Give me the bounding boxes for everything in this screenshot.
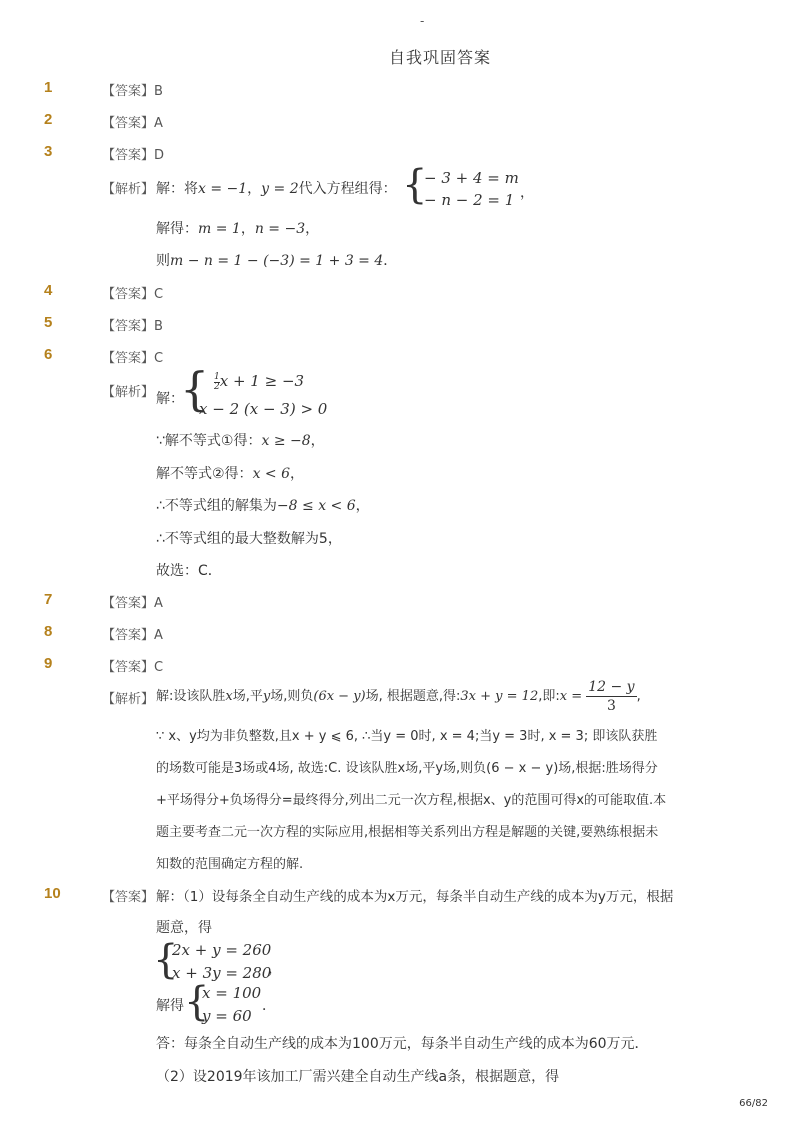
answer-value: A (154, 116, 163, 131)
answer-value: A (154, 628, 163, 643)
answer-tag: 【答案】 (102, 116, 155, 131)
question-number: 1 (44, 79, 53, 96)
analysis-line: ∵ x、y均为非负整数,且x + y ⩽ 6, ∴当y = 0时, x = 4;当y = 3时, x = 3; 即该队获胜 (156, 729, 658, 744)
analysis-line: 的场数可能是3场或4场, 故选:C. 设该队胜x场,平y场,则负(6 − x − y)场,根据:胜场得分 (156, 761, 658, 776)
equation: 2x + y = 260 (172, 941, 272, 959)
answer-value: B (154, 84, 163, 99)
equation: y = 60 (202, 1007, 252, 1025)
question-number: 9 (44, 655, 53, 672)
equation: $\frac{1}{2}x + 1 \ge -3$ (214, 371, 305, 392)
analysis-line: 解:设该队胜x场,平y场,则负(6x − y)场, 根据题意,得:3x + y = 12,即:x = $\frac{12 - y}{3}$ , (156, 679, 641, 714)
system-brace: { (184, 979, 210, 1025)
analysis-line: 解：（1）设每条全自动生产线的成本为x万元，每条半自动生产线的成本为y万元，根据 (156, 889, 674, 905)
system-brace: { (153, 937, 179, 983)
analysis-line: 知数的范围确定方程的解. (156, 857, 304, 872)
answer-tag: 【答案】 (102, 84, 155, 99)
analysis-line: 解：将x = −1，y = 2代入方程组得： (156, 181, 397, 197)
answer-tag: 【答案】 (102, 148, 155, 163)
question-number: 6 (44, 346, 53, 363)
equation: x − 2 (x − 3) > 0 (199, 400, 328, 418)
analysis-line: ∴不等式组的最大整数解为5， (156, 531, 342, 547)
analysis-line: （2）设2019年该加工厂需兴建全自动生产线a条，根据题意，得 (156, 1069, 560, 1085)
question-number: 3 (44, 143, 53, 160)
answer-row (102, 624, 163, 643)
analysis-tag: 【解析】 (102, 182, 155, 197)
punctuation: ． (262, 998, 276, 1014)
answer-value: B (154, 319, 163, 334)
answer-row (102, 656, 163, 675)
answer-row (102, 592, 163, 611)
fraction: $\frac{1}{2}$ (214, 371, 220, 392)
answer-tag: 【答案】 (102, 596, 155, 611)
answer-tag: 【答案】 (102, 628, 155, 643)
analysis-line: 题主要考查二元一次方程的实际应用,根据相等关系列出方程是解题的关键,要熟练根据未 (156, 825, 659, 840)
header-mark: - (420, 14, 425, 28)
analysis-line: ∴不等式组的解集为−8 ≤ x < 6， (156, 498, 370, 514)
answer-tag: 【答案】 (102, 319, 155, 334)
answer-row (102, 283, 163, 302)
equation: − 3 + 4 = m (424, 169, 519, 187)
punctuation: ， (268, 961, 282, 977)
analysis-line: 则m − n = 1 − (−3) = 1 + 3 = 4． (156, 253, 398, 269)
answer-row (102, 315, 163, 334)
analysis-line: 解： (156, 391, 184, 407)
page-title: 自我巩固答案 (388, 48, 491, 67)
equation: x = 100 (202, 984, 262, 1002)
fraction: $\frac{12 - y}{3}$ (588, 679, 635, 714)
question-number: 8 (44, 623, 53, 640)
answer-value: C (154, 287, 164, 302)
analysis-line: 题意，得 (156, 920, 212, 936)
answer-row (102, 347, 163, 366)
answer-value: C (154, 351, 164, 366)
analysis-line: +平场得分+负场得分=最终得分,列出二元一次方程,根据x、y的范围可得x的可能取值.本 (156, 793, 667, 808)
analysis-tag: 【解析】 (102, 692, 155, 707)
question-number: 7 (44, 591, 53, 608)
answer-tag: 【答案】 (102, 351, 155, 366)
page-number: 66/82 (739, 1098, 768, 1109)
analysis-line: 解得 (156, 998, 184, 1014)
analysis-line: ∵解不等式①得：x ≥ −8， (156, 433, 325, 449)
analysis-tag: 【解析】 (102, 385, 155, 400)
answer-tag: 【答案】 (102, 287, 155, 302)
answer-row (102, 144, 164, 163)
analysis-line: 解不等式②得：x < 6， (156, 466, 304, 482)
analysis-line: 答：每条全自动生产线的成本为100万元，每条半自动生产线的成本为60万元． (156, 1036, 649, 1052)
punctuation: ， (520, 185, 534, 201)
question-number: 4 (44, 282, 53, 299)
question-number: 10 (44, 885, 61, 902)
analysis-line: 解得：m = 1，n = −3， (156, 221, 320, 237)
answer-value: C (154, 660, 164, 675)
question-number: 5 (44, 314, 53, 331)
answer-value: A (154, 596, 163, 611)
equation: − n − 2 = 1 (424, 191, 515, 209)
answer-row (102, 80, 163, 99)
question-number: 2 (44, 111, 53, 128)
answer-tag: 【答案】 (102, 890, 155, 905)
answer-value: D (154, 148, 165, 163)
answer-tag: 【答案】 (102, 660, 155, 675)
answer-row (102, 112, 163, 131)
system-brace: { (402, 162, 428, 208)
analysis-line: 故选：C． (156, 563, 222, 579)
system-brace: { (180, 362, 210, 416)
equation: x + 3y = 280 (172, 964, 272, 982)
